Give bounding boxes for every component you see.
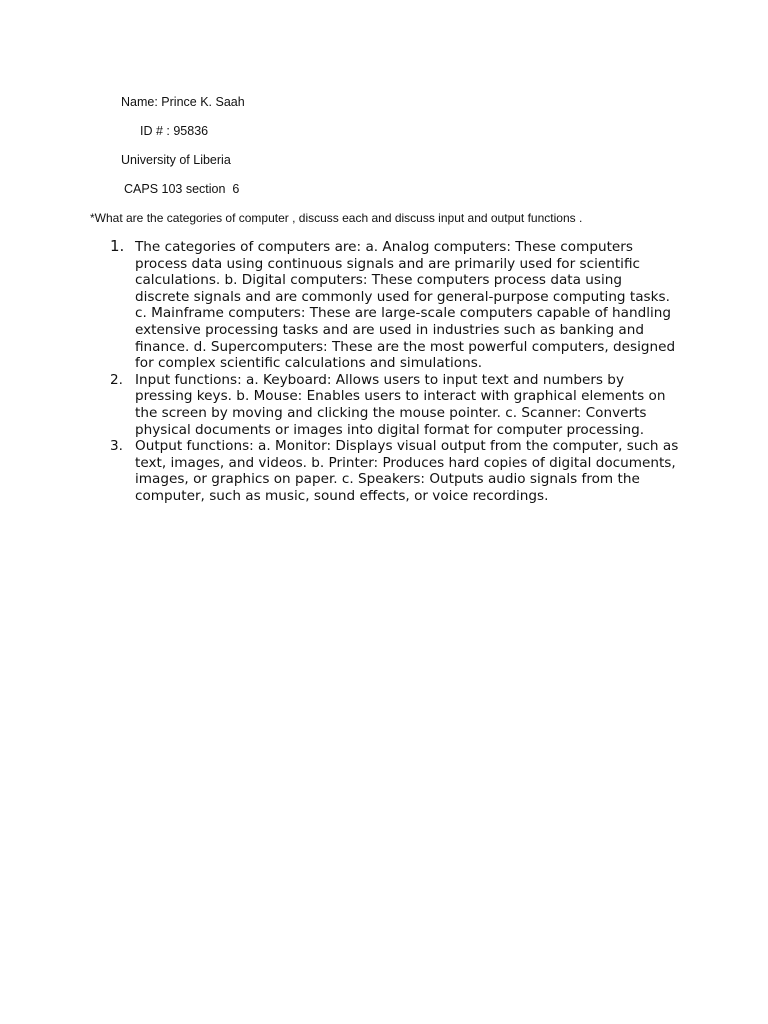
university-name: University of Liberia (121, 153, 231, 167)
list-item-text: Output functions: a. Monitor: Displays visual output from the computer, such as text, images, and videos. b. Printer: Produces hard copies of digital documents, images, or graphics on paper. c. Speakers: Outputs audio signals from the computer, such as music, sound effects, or voice recordings. (135, 438, 679, 504)
list-item-text: The categories of computers are: a. Analog computers: These computers process data using continuous signals and are primarily used for scientific calculations. b. Digital computers: These computers process data using discrete signals and are commonly used for general-purpose computing tasks. c. Mainframe computers: These are large-scale computers capable of handling extensive processing tasks and are used in industries such as banking and finance. d. Supercomputers: These are the most powerful computers, designed for complex scientific calculations and simulations. (135, 239, 676, 372)
answer-list (110, 239, 680, 505)
list-item-number: 1. (110, 237, 125, 255)
list-item-number: 3. (110, 438, 123, 455)
list-item-number: 2. (110, 371, 123, 388)
course-section: CAPS 103 section 6 (124, 182, 240, 196)
list-item-text: Input functions: a. Keyboard: Allows users to input text and numbers by pressing keys. b. Mouse: Enables users to interact with graphical elements on the screen by moving and clicking the mouse pointer. c. Scanner: Converts physical documents or images into digital format for computer processing. (135, 371, 666, 438)
student-id: ID # : 95836 (140, 124, 209, 138)
question-text: *What are the categories of computer , discuss each and discuss input and output functions . (90, 211, 583, 225)
list-item (110, 438, 680, 504)
list-item (110, 372, 680, 438)
student-name: Name: Prince K. Saah (121, 95, 245, 109)
list-item (110, 239, 680, 372)
